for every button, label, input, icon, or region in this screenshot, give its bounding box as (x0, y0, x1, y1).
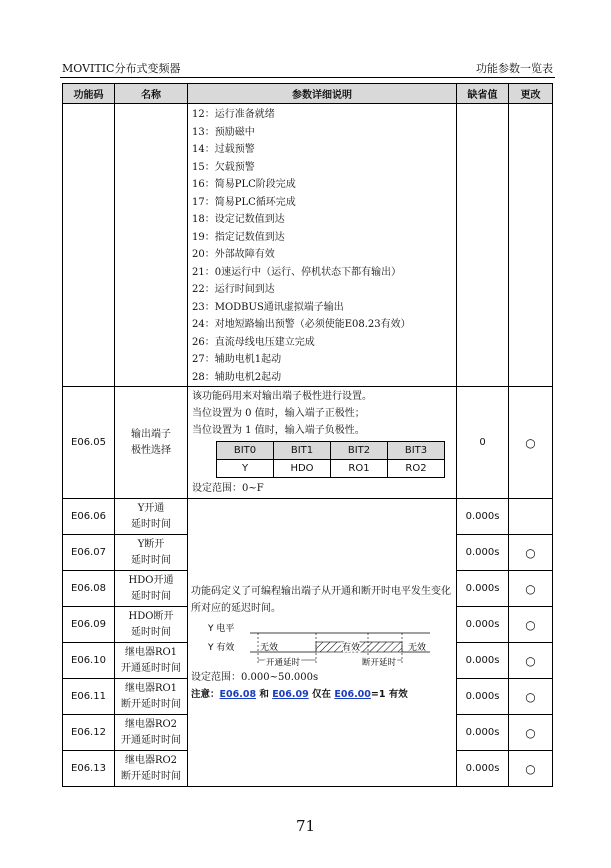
param-name (115, 499, 188, 535)
param-name-line: Y断开 (137, 538, 165, 550)
desc-line: 该功能码用来对输出端子极性进行设置。 (192, 391, 372, 402)
list-item: 24：对地短路输出预警（必须使能E08.23有效） (192, 319, 411, 330)
page-number: 71 (295, 817, 316, 835)
param-name-line: HDO开通 (128, 574, 174, 586)
modify-flag: ○ (509, 535, 553, 571)
bit-cell: BIT1 (274, 442, 331, 460)
bit-output-name: Y (217, 460, 274, 478)
param-name-line: 继电器RO2 (124, 718, 178, 730)
modify-flag: ○ (509, 607, 553, 643)
parameter-table (62, 83, 553, 787)
param-name-line: 延时时间 (131, 518, 171, 530)
bit-output-name: RO1 (331, 460, 388, 478)
modify-flag: ○ (509, 751, 553, 787)
param-name-line: 延时时间 (131, 554, 171, 566)
default-value: 0 (457, 387, 509, 499)
bit-output-name: RO2 (388, 460, 445, 478)
param-name-line: 极性选择 (131, 444, 171, 456)
param-name-line: Y开通 (137, 502, 165, 514)
param-name-line: 继电器RO1 (124, 682, 178, 694)
delay-note (188, 686, 456, 703)
delay-setting-range: 设定范围：0.000~50.000s (191, 671, 319, 683)
diagram-label-invalid: 无效 (260, 642, 279, 653)
default-value: 0.000s (457, 679, 509, 715)
param-code: E06.06 (63, 499, 115, 535)
diagram-label-off-delay: 断开延时 (362, 657, 397, 667)
list-item: 22：运行时间到达 (192, 284, 275, 295)
note-link-e0600[interactable]: E06.00 (334, 688, 371, 700)
table-row (63, 104, 553, 387)
bit-cell: BIT0 (217, 442, 274, 460)
param-name (115, 679, 188, 715)
table-row (63, 387, 553, 499)
param-name-line: 开通延时时间 (121, 734, 181, 746)
setting-range: 设定范围：0~F (192, 483, 264, 494)
param-name-line: 输出端子 (131, 428, 171, 440)
param-name-line: 断开延时时间 (121, 698, 181, 710)
diagram-label-on-delay: 开通延时 (266, 657, 301, 667)
desc-line: 当位设置为 0 值时，输入端子正极性； (192, 408, 365, 419)
param-name-line: HDO断开 (128, 610, 174, 622)
col-header-modify: 更改 (509, 84, 553, 104)
note-text: =1 有效 (370, 688, 408, 700)
list-item: 15：欠载预警 (192, 161, 255, 173)
diagram-label-y-level: Y 电平 (208, 623, 235, 634)
param-name-line: 延时时间 (131, 590, 171, 602)
param-code: E06.13 (63, 751, 115, 787)
param-code: E06.12 (63, 715, 115, 751)
list-item: 19：指定记数值到达 (192, 231, 285, 243)
default-value: 0.000s (457, 607, 509, 643)
list-item: 26：直流母线电压建立完成 (192, 336, 315, 348)
col-header-code: 功能码 (63, 84, 115, 104)
desc-line: 当位设置为 1 值时，输入端子负极性。 (192, 425, 365, 436)
list-item: 23：MODBUS通讯虚拟端子输出 (192, 301, 344, 313)
default-value: 0.000s (457, 643, 509, 679)
param-name-line: 继电器RO1 (124, 646, 178, 658)
diagram-label-valid: 有效 (342, 642, 361, 653)
modify-flag: ○ (509, 643, 553, 679)
note-text: 和 (256, 688, 273, 700)
bit-cell: BIT3 (388, 442, 445, 460)
modify-flag: ○ (509, 571, 553, 607)
modify-flag: ○ (509, 679, 553, 715)
note-link-e0608[interactable]: E06.08 (219, 688, 257, 700)
modify-flag: ○ (509, 715, 553, 751)
delay-description (188, 499, 457, 787)
param-name-line: 开通延时时间 (121, 662, 181, 674)
modify-flag (509, 499, 553, 535)
note-prefix: 注意： (191, 688, 220, 700)
diagram-label-invalid: 无效 (408, 642, 427, 653)
param-name (115, 751, 188, 787)
list-item: 12：运行准备就绪 (192, 109, 275, 120)
bit-output-name: HDO (274, 460, 331, 478)
param-name (115, 387, 188, 499)
table-header-row (63, 84, 553, 104)
delay-desc-text: 功能码定义了可编程输出端子从开通和断开时电平发生变化所对应的延迟时间。 (191, 585, 451, 614)
bit-table (216, 441, 445, 478)
list-item: 17：简易PLC循环完成 (192, 196, 296, 208)
param-code: E06.08 (63, 571, 115, 607)
param-code: E06.05 (63, 387, 115, 499)
table-row (63, 499, 553, 535)
header-product-name: MOVITIC分布式变频器 (62, 62, 181, 75)
default-value: 0.000s (457, 571, 509, 607)
param-name (115, 643, 188, 679)
list-item: 28：辅助电机2起动 (192, 371, 282, 383)
list-item: 27：辅助电机1起动 (192, 354, 282, 365)
default-value: 0.000s (457, 535, 509, 571)
param-name (115, 535, 188, 571)
list-item: 18：设定记数值到达 (192, 214, 285, 225)
list-item: 13：预励磁中 (192, 126, 255, 138)
header-divider (60, 77, 555, 78)
param-name (115, 571, 188, 607)
diagram-label-y-valid: Y 有效 (208, 642, 235, 653)
param-name-line: 断开延时时间 (121, 770, 181, 782)
param-code: E06.10 (63, 643, 115, 679)
note-link-e0609[interactable]: E06.09 (272, 688, 309, 700)
output-function-list (188, 104, 457, 387)
list-item: 16：简易PLC阶段完成 (192, 179, 296, 190)
header-section-title: 功能参数一览表 (476, 62, 553, 75)
default-value: 0.000s (457, 751, 509, 787)
default-value: 0.000s (457, 715, 509, 751)
delay-timing-diagram (190, 619, 452, 667)
default-value: 0.000s (457, 499, 509, 535)
col-header-detail: 参数详细说明 (188, 84, 457, 104)
col-header-default: 缺省值 (457, 84, 509, 104)
param-name-line: 继电器RO2 (124, 754, 178, 766)
col-header-name: 名称 (115, 84, 188, 104)
list-item: 20：外部故障有效 (192, 249, 275, 260)
note-text: 仅在 (308, 688, 335, 700)
bit-cell: BIT2 (331, 442, 388, 460)
modify-flag: ○ (509, 387, 553, 499)
param-code: E06.07 (63, 535, 115, 571)
param-name-line: 延时时间 (131, 626, 171, 638)
param-code: E06.09 (63, 607, 115, 643)
list-item: 21：0速运行中（运行、停机状态下都有输出） (192, 266, 402, 278)
param-name (115, 715, 188, 751)
param-code: E06.11 (63, 679, 115, 715)
param-name (115, 607, 188, 643)
list-item: 14：过载预警 (192, 144, 255, 155)
param-description (188, 387, 457, 499)
